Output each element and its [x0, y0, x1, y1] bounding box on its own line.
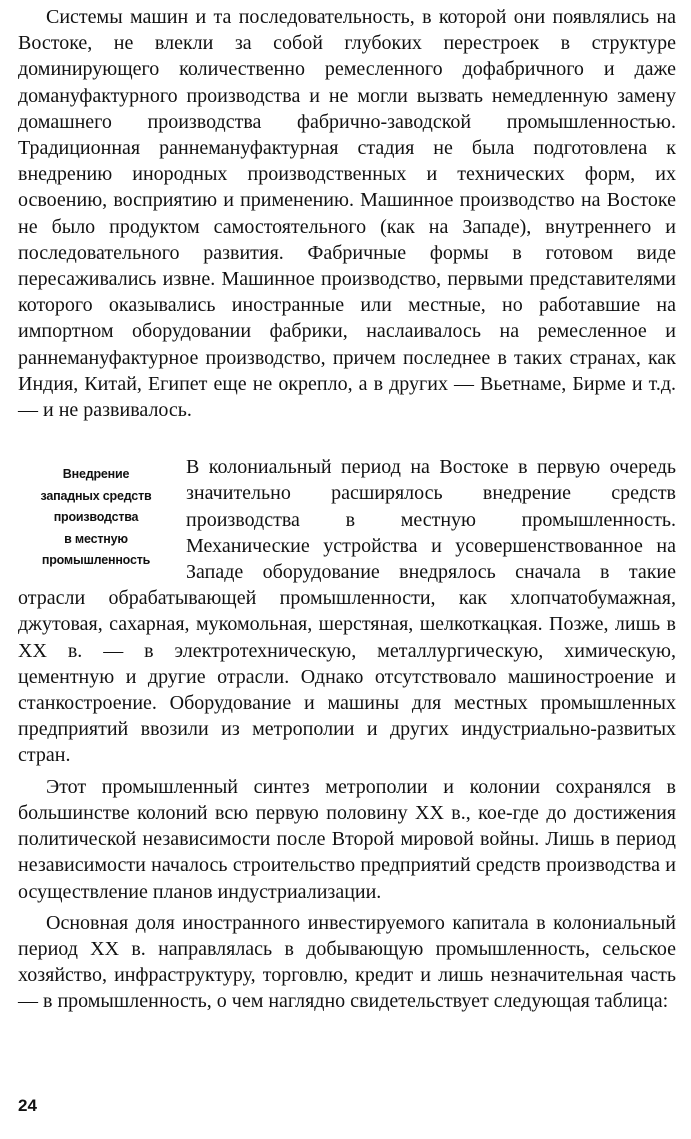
- section-colonial-period: [18, 454, 676, 768]
- margin-note-line: в местную: [64, 531, 128, 546]
- margin-note-heading: [18, 464, 174, 572]
- margin-note-line: Внедрение: [62, 467, 130, 482]
- page-number: 24: [18, 1096, 37, 1115]
- paragraph-industrial-synthesis: Этот промышленный синтез метрополии и колонии сохранялся в большинстве колоний всю первую половину XX в., кое-где до достижения политической независимости после Второй мировой войны. Лишь в период независимости началось строительство предприятий средств производства и осуществление планов индустриализации.: [18, 775, 676, 903]
- paragraph-machine-systems: Системы машин и та последовательность, в которой они появлялись на Востоке, не влекли за собой глубоких перестроек в структуре доминирующего количественно ремесленного дофабричного и даже домануфактурного производства и не могли вызвать немедленную замену домашнего производства фабрично-заводской промышленностью. Традиционная раннемануфактурная стадия не была подготовлена к внедрению инородных производственных и технических форм, их освоению, восприятию и применению. Машинное производство на Востоке не было продуктом самостоятельного (как на Западе), внутреннего и последовательного развития. Фабричные формы в готовом виде пересаживались извне. Машинное производство, первыми представителями которого оказывались иностранные или местные, но работавшие на импортном оборудовании фабрики, наслаивалось на ремесленное и раннемануфактурное производство, причем последнее в таких странах, как Индия, Китай, Египет еще не окрепло, а в других — Вьетнаме, Бирме и т.д. — и не развивалось.: [18, 6, 676, 422]
- margin-note-line: западных средств: [40, 488, 152, 503]
- margin-note-line: производства: [53, 510, 139, 525]
- paragraph-foreign-capital: Основная доля иностранного инвестируемого капитала в колониальный период XX в. направлялась в добывающую промышленность, сельское хозяйство, инфраструктуру, торговлю, кредит и лишь незначительная часть — в промышленность, о чем наглядно свидетельствует следующая таблица:: [18, 911, 676, 1013]
- book-page: [18, 4, 676, 1015]
- margin-note-line: промышленность: [41, 553, 151, 568]
- paragraph-colonial-means: В колониальный период на Востоке в первую очередь значительно расширялось внедрение средств производства в местную промышленность. Механические устройства и усовершенствованное на Западе оборудование внедрялось сначала в такие отрасли обрабатывающей промышленности, как хлопчатобумажная, джутовая, сахарная, мукомольная, шерстяная, шелкоткацкая. Позже, лишь в XX в. — в электротехническую, металлургическую, химическую, цементную и другие отрасли. Однако отсутствовало машиностроение и станкостроение. Оборудование и машины для местных промышленных предприятий ввозили из метрополии и других индустриально-развитых стран.: [18, 456, 676, 767]
